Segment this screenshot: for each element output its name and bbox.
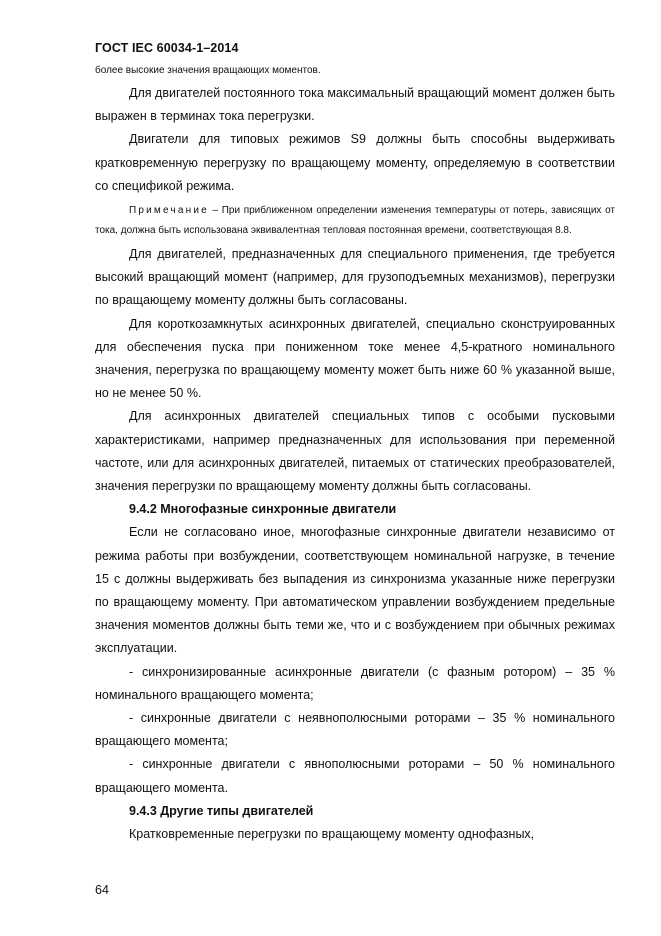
document-header: ГОСТ IEC 60034-1–2014 — [95, 41, 239, 55]
list-item: - синхронизированные асинхронные двигатели (с фазным ротором) – 35 % номинального вращающего момента; — [95, 664, 615, 702]
list-item: - синхронные двигатели с явнополюсными роторами – 50 % номинального вращающего момента. — [95, 757, 615, 795]
note-text: – При приближенном определении изменения температуры от потерь, зависящих от тока, должна быть использована эквивалентная тепловая постоянная времени, соответствующая 8.8. — [95, 205, 615, 237]
paragraph-special-application: Для двигателей, предназначенных для специального применения, где требуется высокий вращающий момент (например, для грузоподъемных механизмов), перегрузки по вращающему моменту должны быть согласованы. — [95, 247, 615, 308]
paragraph-synchronous: Если не согласовано иное, многофазные синхронные двигатели независимо от режима работы при возбуждении, соответствующем номинальной нагрузке, в течение 15 с должны выдерживать без выпадения из синхронизма указанные ниже перегрузки по вращающему моменту. При автоматическом управлении возбуждением предельные значения моментов должны быть теми же, что и с возбуждением при обычных режимах эксплуатации. — [95, 525, 615, 656]
list-item: - синхронные двигатели с неявнополюсными роторами – 35 % номинального вращающего момента; — [95, 711, 615, 749]
paragraph-special-induction: Для асинхронных двигателей специальных типов с особыми пусковыми характеристиками, например предназначенных для использования при переменной частоте, или для асинхронных двигателей, питаемых от статических преобразователей, значения перегрузки по вращающему моменту должны быть согласованы. — [95, 409, 615, 494]
paragraph-s9-duty: Двигатели для типовых режимов S9 должны быть способны выдерживать кратковременную перегрузку по вращающему моменту, определяемую в соответствии со спецификой режима. — [95, 132, 615, 193]
paragraph-other-types: Кратковременные перегрузки по вращающему моменту однофазных, — [129, 827, 535, 842]
section-heading-9-4-2: 9.4.2 Многофазные синхронные двигатели — [129, 502, 397, 517]
note-label: Примечание — [129, 205, 209, 217]
paragraph-dc-motors: Для двигателей постоянного тока максимальный вращающий момент должен быть выражен в терминах тока перегрузки. — [95, 86, 615, 124]
document-body — [95, 64, 615, 846]
paragraph-continuation: более высокие значения вращающих моментов. — [95, 65, 321, 76]
page-number: 64 — [95, 883, 109, 897]
paragraph-squirrel-cage: Для короткозамкнутых асинхронных двигателей, специально сконструированных для обеспечения пуска при пониженном токе менее 4,5-кратного номинального значения, перегрузка по вращающему моменту может быть ниже 60 % указанной выше, но не менее 50 %. — [95, 316, 615, 401]
section-heading-9-4-3: 9.4.3 Другие типы двигателей — [129, 803, 314, 818]
note-block — [95, 201, 615, 241]
